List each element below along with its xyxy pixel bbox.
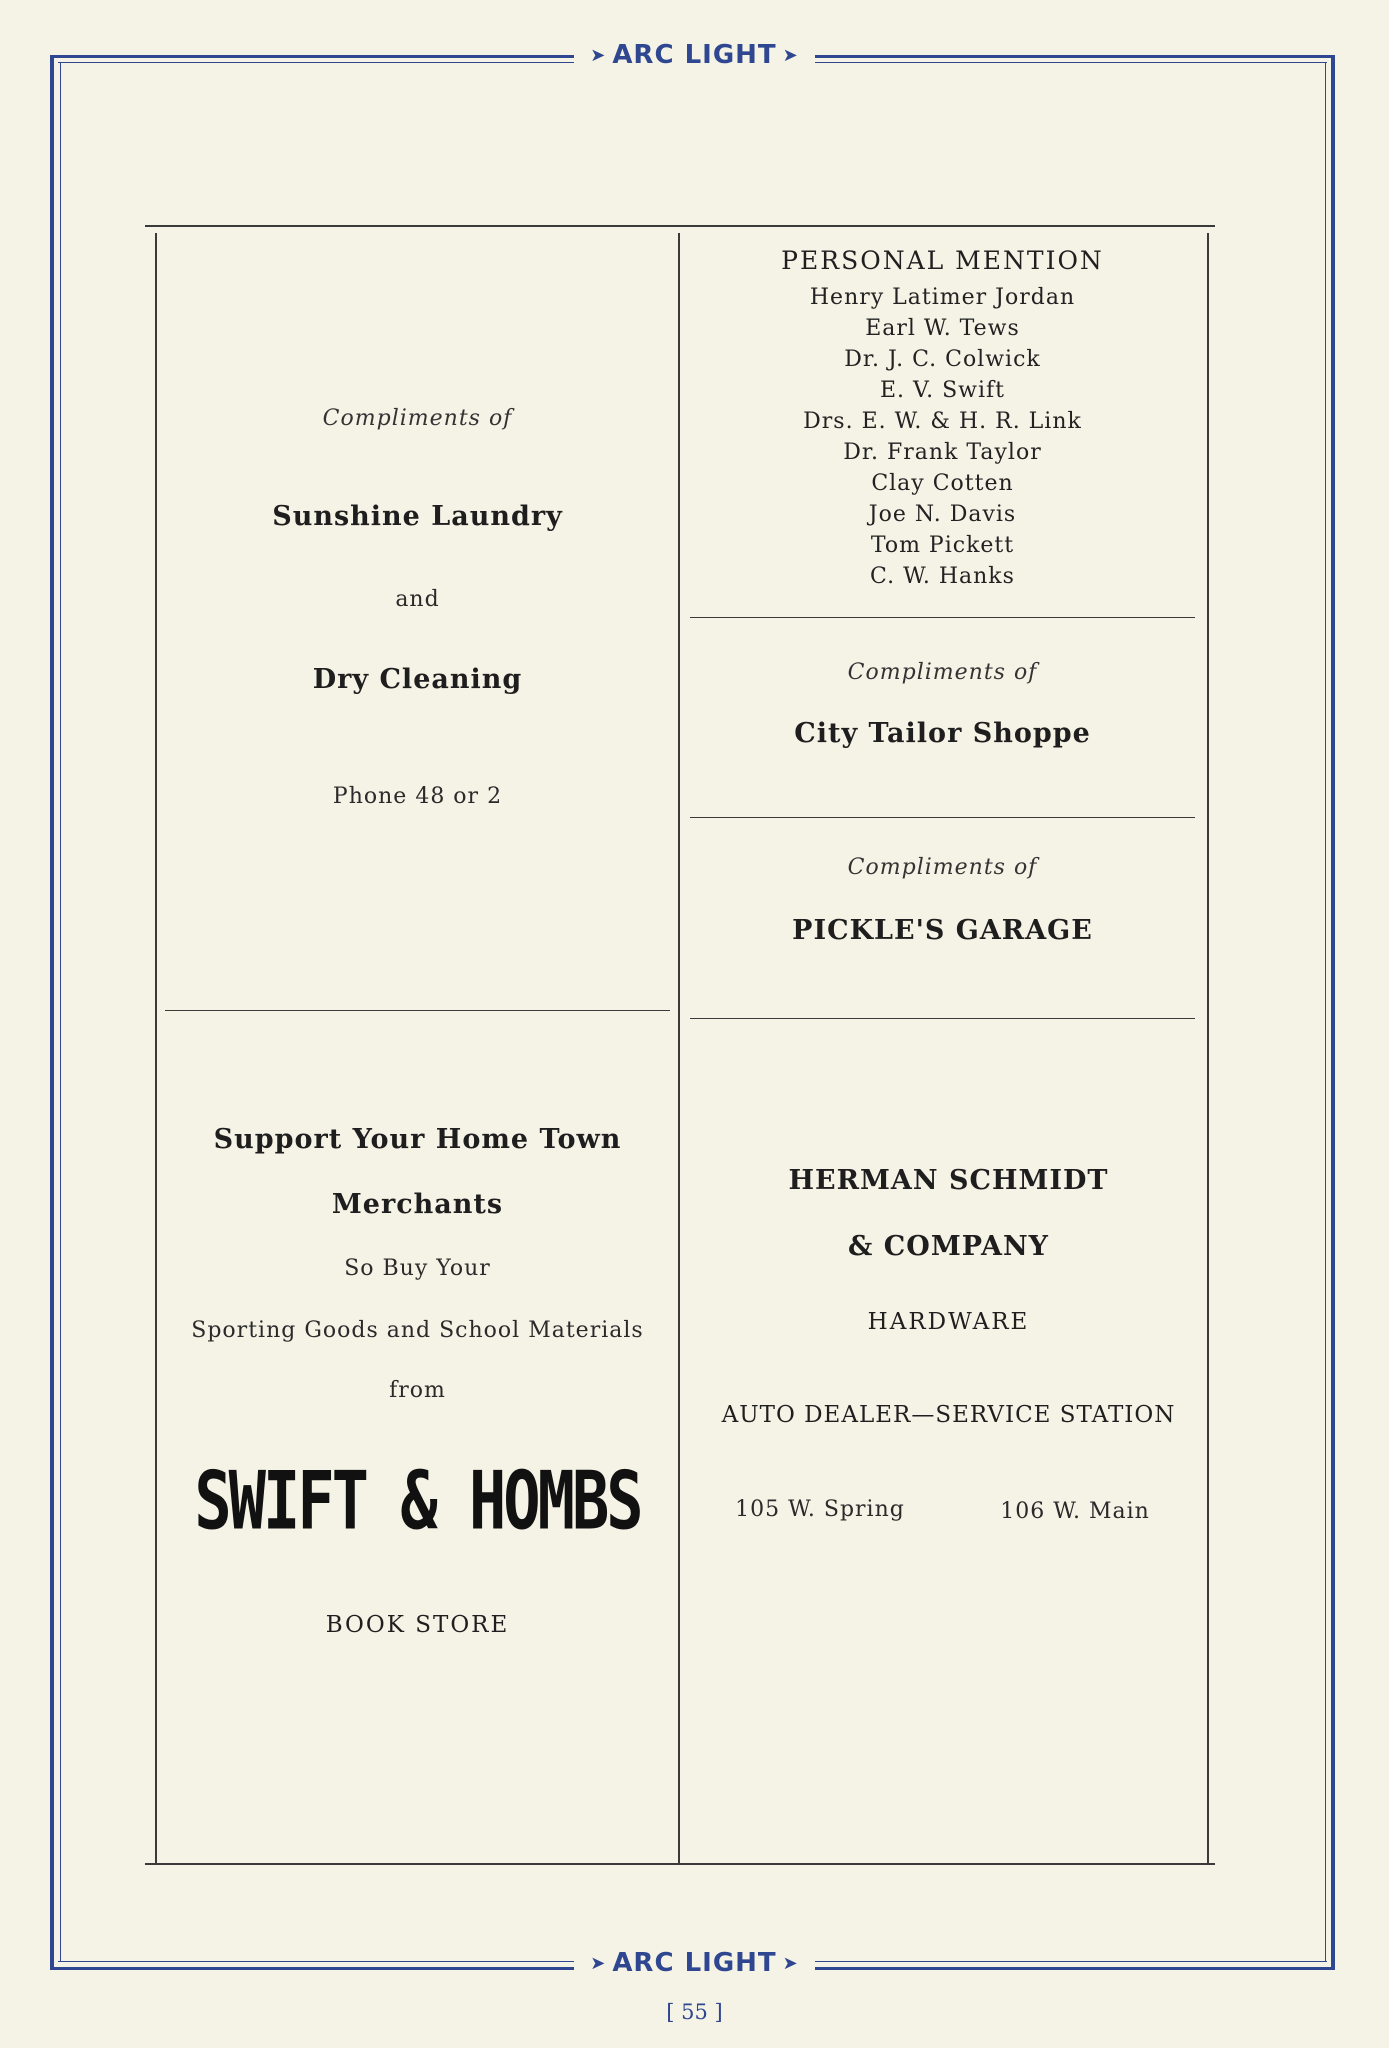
frame-right-outer — [1331, 55, 1335, 1970]
arrow-left-icon: ➤ — [782, 1953, 799, 1974]
list-item: Dr. Frank Taylor — [843, 440, 1042, 465]
arrow-left-icon: ➤ — [782, 45, 799, 66]
business-name: SWIFT & HOMBS — [194, 1453, 641, 1548]
grid-center-rule — [678, 233, 680, 1863]
arrow-right-icon: ➤ — [590, 45, 607, 66]
header-title-text: ARC LIGHT — [612, 40, 777, 70]
slogan-line-1: Support Your Home Town — [213, 1124, 622, 1155]
arrow-right-icon: ➤ — [590, 1953, 607, 1974]
page-number: [ 55 ] — [666, 2000, 723, 2024]
city-tailor-ad — [690, 617, 1195, 817]
swift-hombs-ad — [165, 1011, 670, 1863]
list-item: Drs. E. W. & H. R. Link — [803, 409, 1082, 434]
list-item: C. W. Hanks — [870, 564, 1015, 589]
list-item: Henry Latimer Jordan — [809, 285, 1076, 310]
pickles-garage-ad — [690, 817, 1195, 1018]
slogan-line-5: from — [389, 1378, 446, 1403]
frame-left-inner — [60, 62, 61, 1962]
frame-right-inner — [1325, 62, 1326, 1962]
business-name-2: & COMPANY — [848, 1231, 1049, 1262]
page-header — [0, 40, 1389, 70]
slogan-line-2: Merchants — [331, 1189, 504, 1220]
business-name-2: Dry Cleaning — [312, 664, 523, 695]
herman-schmidt-ad — [690, 1019, 1207, 1863]
list-item: Tom Pickett — [870, 533, 1015, 558]
footer-title-text: ARC LIGHT — [612, 1948, 777, 1978]
compliments-of-text: Compliments of — [322, 406, 513, 431]
compliments-of-text: Compliments of — [847, 660, 1038, 685]
address-spring: 105 W. Spring — [735, 1497, 905, 1522]
personal-mention-names — [690, 282, 1195, 592]
grid-bottom-rule — [145, 1863, 1215, 1865]
list-item: E. V. Swift — [880, 378, 1005, 403]
list-item: Dr. J. C. Colwick — [844, 347, 1041, 372]
book-store-label: BOOK STORE — [325, 1612, 510, 1638]
slogan-line-3: So Buy Your — [344, 1256, 491, 1281]
grid-left-rule — [155, 233, 157, 1863]
business-type: HARDWARE — [867, 1309, 1030, 1335]
business-name: PICKLE'S GARAGE — [792, 915, 1093, 946]
address-main: 106 W. Main — [1000, 1499, 1150, 1524]
page-footer — [0, 1948, 1389, 1978]
business-name: City Tailor Shoppe — [794, 718, 1091, 749]
compliments-of-text: Compliments of — [847, 855, 1038, 880]
business-name: HERMAN SCHMIDT — [788, 1165, 1109, 1196]
personal-mention-section — [690, 225, 1195, 617]
business-name: Sunshine Laundry — [272, 501, 563, 532]
services-text: AUTO DEALER—SERVICE STATION — [721, 1402, 1176, 1428]
grid-right-rule — [1207, 233, 1209, 1863]
sunshine-laundry-ad — [165, 225, 670, 1010]
frame-left-outer — [50, 55, 54, 1970]
slogan-line-4: Sporting Goods and School Materials — [191, 1318, 644, 1343]
personal-mention-heading: PERSONAL MENTION — [781, 246, 1104, 275]
list-item: Joe N. Davis — [868, 502, 1017, 527]
phone-text: Phone 48 or 2 — [332, 784, 503, 809]
advertisement-grid — [145, 225, 1215, 1865]
list-item: Clay Cotten — [871, 471, 1014, 496]
and-text: and — [395, 587, 440, 612]
list-item: Earl W. Tews — [865, 316, 1020, 341]
